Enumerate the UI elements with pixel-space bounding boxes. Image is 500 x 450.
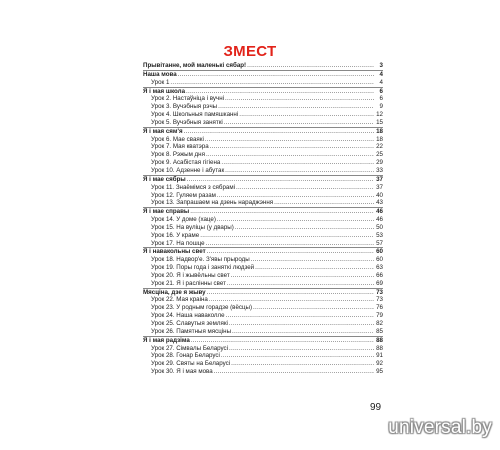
dot-leader [229, 320, 374, 328]
toc-entry-label: Урок 9. Асабістая гігіена [151, 159, 221, 167]
toc-entry-page: 37 [376, 175, 383, 183]
toc-entry-label: Я і мая сям'я [143, 127, 183, 135]
toc-entry-page: 88 [376, 344, 383, 352]
toc-entry-page: 69 [376, 279, 383, 287]
dot-leader [218, 103, 374, 111]
toc-entry-page: 12 [376, 111, 383, 119]
toc-entry-label: Урок 21. Я і раслінны свет [151, 279, 226, 287]
toc-section-row [143, 87, 383, 96]
toc-entry-page: 92 [376, 360, 383, 368]
toc-lesson-row [143, 192, 383, 200]
toc-lesson-row [143, 184, 383, 192]
toc-lesson-row [143, 136, 383, 144]
dot-leader [205, 136, 374, 144]
toc-lesson-row [143, 304, 383, 312]
toc-entry-page: 4 [379, 70, 383, 78]
toc-lesson-row [143, 224, 383, 232]
dot-leader [225, 95, 374, 103]
dot-leader [232, 328, 374, 336]
toc-entry-page: 6 [379, 95, 383, 103]
page-number: 99 [370, 402, 382, 413]
toc-entry-page: 95 [376, 368, 383, 376]
toc-entry-page: 60 [376, 256, 383, 264]
toc-entry-page: 37 [376, 183, 383, 191]
dot-leader [191, 337, 374, 345]
toc-lesson-row [143, 280, 383, 288]
toc-entry-page: 29 [376, 159, 383, 167]
toc-entry-label: Я і навакольны свет [143, 248, 206, 256]
toc-lesson-row [143, 143, 383, 151]
toc-entry-page: 15 [376, 118, 383, 126]
dot-leader [217, 192, 374, 200]
dot-leader [190, 208, 374, 216]
toc-section-row [143, 207, 383, 216]
toc-entry-label: Урок 28. Гонар Беларусі [151, 352, 220, 360]
toc-entry-page: 22 [376, 143, 383, 151]
toc-entry-page: 73 [376, 296, 383, 304]
dot-leader [229, 345, 374, 353]
dot-leader [186, 88, 374, 96]
toc-entry-label: Я і мая радзіма [143, 336, 190, 344]
toc-entry-label: Урок 5. Вучэбныя заняткі [151, 118, 223, 126]
toc-entry-page: 40 [376, 191, 383, 199]
dot-leader [217, 216, 374, 224]
toc-entry-label: Урок 30. Я і мая мова [151, 368, 213, 376]
toc-entry-label: Урок 15. На вуліцы (у двары) [151, 223, 234, 231]
toc-entry-page: 18 [376, 135, 383, 143]
toc-entry-label: Урок 25. Славутыя землякі [151, 320, 228, 327]
dot-leader [255, 264, 374, 272]
toc-entry-label: Урок 17. На пошце [151, 239, 205, 247]
toc-entry-page: 73 [376, 288, 383, 296]
dot-leader [187, 176, 374, 184]
dot-leader [200, 232, 374, 240]
toc-entry-page: 6 [379, 87, 383, 95]
toc-section-row [143, 247, 383, 256]
toc-lesson-row [143, 256, 383, 264]
dot-leader [226, 312, 374, 320]
toc-entry-label: Урок 13. Запрашаем на дзень нараджэння [151, 199, 274, 207]
toc-lesson-row [143, 79, 383, 87]
toc-entry-page: 43 [376, 199, 383, 207]
toc-lesson-row [143, 320, 383, 328]
toc-entry-label: Урок 26. Памятныя мясціны [151, 327, 232, 335]
toc-entry-page: 53 [376, 231, 383, 239]
toc-entry-page: 9 [379, 103, 383, 111]
toc-entry-page: 79 [376, 312, 383, 320]
toc-lesson-row [143, 151, 383, 159]
toc-lesson-row [143, 352, 383, 360]
toc-lesson-row [143, 95, 383, 103]
toc-entry-label: Урок 16. У краме [151, 231, 200, 239]
dot-leader [184, 128, 374, 136]
table-of-contents [143, 62, 383, 376]
toc-entry-page: 46 [376, 216, 383, 224]
dot-leader [206, 240, 374, 248]
toc-lesson-row [143, 360, 383, 368]
toc-lesson-row [143, 111, 383, 119]
dot-leader [227, 280, 374, 288]
toc-lesson-row [143, 199, 383, 207]
toc-entry-label: Урок 23. У родным горадзе (вёсцы) [151, 304, 253, 312]
toc-entry-label: Урок 2. Настаўніца і вучні [151, 95, 224, 103]
toc-section-row [143, 175, 383, 184]
toc-entry-page: 4 [379, 78, 383, 86]
toc-entry-page: 76 [376, 304, 383, 312]
toc-section-row [143, 336, 383, 345]
toc-entry-label: Урок 6. Мае сваякі [151, 135, 204, 143]
toc-section-row [143, 127, 383, 136]
toc-section-row [143, 62, 383, 70]
toc-lesson-row [143, 216, 383, 224]
toc-entry-page: 60 [376, 248, 383, 256]
toc-lesson-row [143, 272, 383, 280]
toc-lesson-row [143, 167, 383, 175]
toc-lesson-row [143, 264, 383, 272]
toc-entry-page: 46 [376, 208, 383, 216]
toc-entry-label: Урок 7. Мая кватэра [151, 143, 209, 151]
dot-leader [231, 272, 374, 280]
toc-entry-label: Урок 24. Наша наваколле [151, 312, 225, 320]
toc-lesson-row [143, 368, 383, 376]
toc-entry-label: Урок 22. Мая краіна [151, 296, 208, 304]
dot-leader [210, 143, 374, 151]
dot-leader [207, 289, 374, 297]
toc-lesson-row [143, 240, 383, 248]
dot-leader [207, 248, 374, 256]
toc-lesson-row [143, 296, 383, 304]
toc-entry-page: 88 [376, 336, 383, 344]
toc-entry-label: Урок 14. У доме (хаце) [151, 216, 216, 224]
toc-entry-label: Наша мова [143, 70, 177, 78]
toc-entry-label: Мясціна, дзе я жыву [143, 288, 206, 296]
dot-leader [170, 79, 374, 87]
toc-entry-label: Урок 8. Рэжым дня [151, 151, 205, 159]
toc-entry-page: 25 [376, 151, 383, 159]
toc-entry-label: Урок 18. Надвор'е. З'явы прыроды [151, 256, 250, 264]
dot-leader [235, 224, 374, 232]
dot-leader [239, 111, 374, 119]
toc-lesson-row [143, 103, 383, 111]
toc-entry-label: Урок 11. Знаёмімся з сябрамі [151, 183, 235, 191]
toc-section-row [143, 70, 383, 79]
toc-entry-label: Урок 27. Сімвалы Беларусі [151, 344, 229, 352]
toc-entry-page: 82 [376, 320, 383, 327]
toc-entry-page: 85 [376, 327, 383, 335]
toc-lesson-row [143, 328, 383, 336]
toc-entry-label: Урок 29. Святы на Беларусі [151, 360, 231, 368]
toc-entry-label: Урок 3. Вучэбныя рэчы [151, 103, 218, 111]
dot-leader [225, 167, 374, 175]
toc-title: ЗМЕСТ [223, 43, 277, 60]
toc-entry-label: Я і мае справы [143, 208, 190, 216]
toc-entry-label: Урок 1 [151, 78, 170, 86]
toc-lesson-row [143, 345, 383, 353]
toc-entry-label: Урок 4. Школьныя памяшканні [151, 111, 239, 119]
watermark-text: universal.by [388, 417, 492, 438]
toc-lesson-row [143, 312, 383, 320]
dot-leader [251, 256, 374, 264]
dot-leader [221, 159, 374, 167]
dot-leader [214, 368, 374, 376]
toc-entry-label: Урок 10. Адзенне і абутак [151, 166, 225, 174]
toc-entry-page: 91 [376, 352, 383, 360]
dot-leader [236, 184, 374, 192]
dot-leader [221, 352, 374, 360]
toc-entry-page: 50 [376, 223, 383, 231]
toc-entry-label: Я і мае сябры [143, 175, 186, 183]
dot-leader [224, 119, 374, 127]
dot-leader [253, 304, 374, 312]
dot-leader [209, 296, 374, 304]
dot-leader [247, 62, 374, 70]
toc-entry-label: Я і мая школа [143, 87, 186, 95]
dot-leader [178, 71, 374, 79]
toc-entry-page: 57 [376, 239, 383, 247]
toc-entry-label: Прывітанне, мой маленькі сябар! [143, 62, 247, 69]
toc-entry-label: Урок 20. Я і жывёльны свет [151, 271, 230, 279]
toc-entry-page: 33 [376, 166, 383, 174]
toc-lesson-row [143, 119, 383, 127]
toc-entry-page: 3 [379, 62, 383, 69]
toc-section-row [143, 288, 383, 297]
dot-leader [231, 360, 374, 368]
toc-entry-page: 66 [376, 271, 383, 279]
toc-entry-page: 18 [376, 127, 383, 135]
dot-leader [274, 199, 374, 207]
toc-entry-label: Урок 12. Гуляем разам [151, 191, 216, 199]
toc-lesson-row [143, 159, 383, 167]
dot-leader [206, 151, 374, 159]
toc-lesson-row [143, 232, 383, 240]
toc-entry-label: Урок 19. Поры года і заняткі людзей [151, 264, 255, 272]
toc-entry-page: 63 [376, 264, 383, 272]
